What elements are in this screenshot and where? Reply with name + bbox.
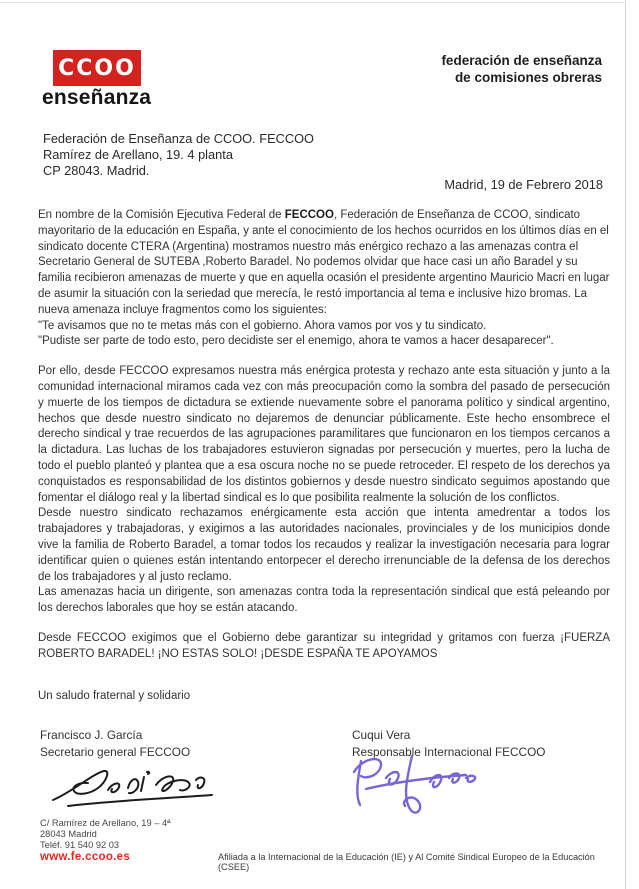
- ccoo-logo: CCOO: [53, 50, 141, 86]
- signatory-right-title: Responsable Internacional FECCOO: [352, 744, 546, 759]
- organization-name-line1: federación de enseñanza: [441, 53, 602, 68]
- organization-name: [441, 52, 602, 87]
- paragraph-1-rest: , Federación de Enseñanza de CCOO, sindicato mayoritario de la educación en España, y ante el conocimiento de los hechos ocurridos en los últimos días en el sindicato docente CTERA (Argentina) mostramos nuestro más enérgico rechazo a las amenazas contra el Secretario General de SUTEBA ,Roberto Baradel. No podemos olvidar que hace casi un año Baradel y su familia recibieron amenazas de muerte y que en aquella ocasión el presidente argentino Mauricio Macri en lugar de asumir la situación con la seriedad que merecía, le restó importancia al tema e inclusive hizo bromas. La nueva amenaza incluye fragmentos como los siguientes:: [38, 209, 610, 316]
- paragraph-1: [38, 208, 610, 319]
- footer-address-line2: 28043 Madrid: [40, 829, 97, 839]
- signature-cuqui-vera: [338, 748, 490, 822]
- ccoo-logo-subtext: enseñanza: [42, 86, 152, 109]
- signatory-left: [40, 727, 190, 760]
- sender-address: [43, 131, 314, 179]
- paragraph-1-lead: En nombre de la Comisión Ejecutiva Federal de: [38, 209, 285, 221]
- footer-affiliation: Afiliada a la Internacional de la Educación (IE) y Al Comité Sindical Europeo de la Educación (CSEE): [218, 852, 595, 872]
- scan-edge-top: [0, 2, 626, 3]
- sender-address-line1: Federación de Enseñanza de CCOO. FECCOO: [43, 131, 314, 146]
- footer-address-line1: C/ Ramírez de Arellano, 19 – 4ª: [40, 818, 171, 828]
- paragraph-5: Desde FECCOO exigimos que el Gobierno debe garantizar su integridad y gritamos con fuerza ¡FUERZA ROBERTO BARADEL! ¡NO ESTAS SOLO! ¡DESDE ESPAÑA TE APOYAMOS: [38, 631, 610, 660]
- letter-body: [38, 208, 610, 704]
- signatory-right-name: Cuqui Vera: [352, 728, 411, 742]
- feccoo-bold: FECCOO: [284, 209, 334, 221]
- letter-date: Madrid, 19 de Febrero 2018: [444, 177, 603, 192]
- signatory-left-title: Secretario general FECCOO: [40, 744, 191, 759]
- scan-edge-right: [625, 0, 626, 889]
- signatory-left-name: Francisco J. García: [40, 728, 143, 742]
- website-link[interactable]: www.fe.ccoo.es: [40, 851, 131, 863]
- organization-name-line2: de comisiones obreras: [454, 70, 602, 86]
- threat-quote-2: "Pudiste ser parte de todo esto, pero decidiste ser el enemigo, ahora te vamos a hacer desaparecer".: [38, 335, 554, 348]
- paragraph-4: Las amenazas hacia un dirigente, son amenazas contra toda la representación sindical que está peleando por los derechos laborales que hoy se están atacando.: [38, 586, 610, 615]
- sender-address-line2: Ramírez de Arellano, 19. 4 planta: [43, 147, 233, 162]
- closing-salutation: Un saludo fraternal y solidario: [38, 689, 191, 702]
- footer-address-line3: Teléf. 91 540 92 03: [40, 840, 120, 850]
- paragraph-2: Por ello, desde FECCOO expresamos nuestra más enérgica protesta y rechazo ante esta situación y junto a la comunidad internacional miramos cada vez con más preocupación como la sombra del pasado de persecución y muerte de los tiempos de dictadura se extiende nuevamente sobre el panorama político y sindical argentino, hechos que desde nuestro sindicato no dejaremos de denunciar públicamente. Este hecho ensombrece el derecho sindical y trae recuerdos de las agrupaciones paramilitares que funcionaron en los tiempos cercanos a la dictadura. Las luchas de los trabajadores estuvieron signadas por persecución y muertes, pero la lucha de todo el pueblo planteó y plantea que a esa oscura noche no se puede retroceder. El respeto de los derechos ya conquistados es responsabilidad de los distintos gobiernos y desde nuestro sindicato seguimos apostando que fomentar el diálogo real y la libertad sindical es lo que posibilita realmente la solución de los conflictos.: [38, 365, 610, 504]
- signature-francisco-garcia: [50, 760, 220, 820]
- paragraph-3: Desde nuestro sindicato rechazamos enérgicamente esta acción que intenta amedrentar a todos los trabajadores y trabajadoras, y exigimos a las autoridades nacionales, provinciales y de los municipios donde vive la familia de Roberto Baradel, a tomar todos los recaudos y realizar la investigación necesaria para lograr identificar quien o quienes están intentando entorpecer el derecho irrenunciable de la defensa de los derechos de los trabajadores y al justo reclamo.: [38, 507, 610, 583]
- threat-quote-1: "Te avisamos que no te metas más con el gobierno. Ahora vamos por vos y tu sindicato.: [38, 319, 487, 332]
- footer-contact: [40, 818, 171, 863]
- sender-address-line3: CP 28043. Madrid.: [43, 163, 150, 178]
